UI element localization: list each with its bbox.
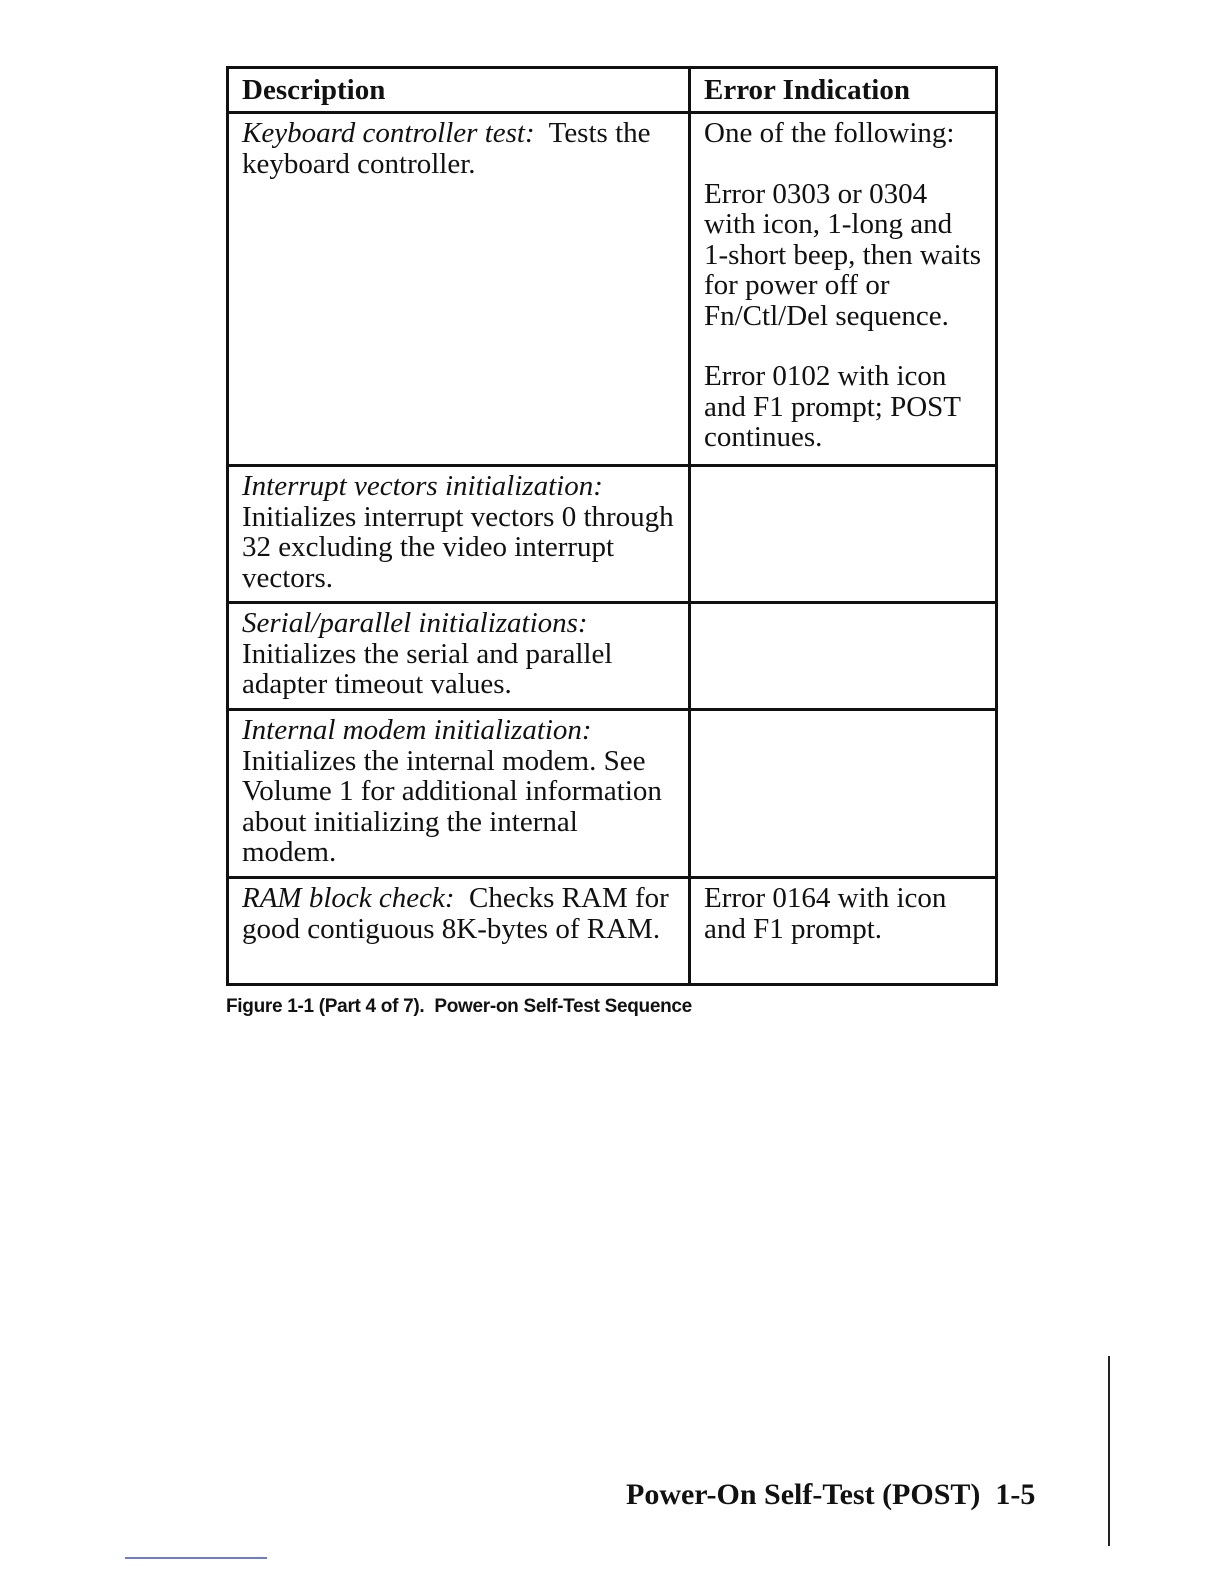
test-name: Internal modem initialization: (242, 714, 592, 746)
post-sequence-table (226, 66, 998, 986)
test-description: Initializes the internal modem. See Volume 1 for additional information about initializing the internal modem. (242, 744, 662, 868)
header-error-indication: Error Indication (690, 68, 997, 113)
scan-mark-line (125, 1557, 267, 1559)
error-indication-cell (690, 710, 997, 878)
table-row (228, 466, 997, 603)
margin-rule (1108, 1356, 1110, 1546)
description-cell (228, 710, 690, 878)
error-indication-cell (690, 603, 997, 710)
table-row (228, 113, 997, 466)
test-description: Tests the keyboard controller. (242, 117, 651, 180)
test-name: Serial/parallel initializations: (242, 607, 588, 639)
description-cell (228, 466, 690, 603)
figure-caption: Figure 1-1 (Part 4 of 7). Power-on Self-Test Sequence (226, 996, 692, 1017)
table-header-row (228, 68, 997, 113)
error-indication-cell (690, 466, 997, 603)
error-text: Error 0303 or 0304 with icon, 1-long and 1-short beep, then waits for power off or Fn/Ctl/Del sequence. (704, 177, 982, 332)
test-description: Initializes interrupt vectors 0 through 32 excluding the video interrupt vectors. (242, 500, 674, 594)
header-description: Description (228, 68, 690, 113)
error-indication-cell (690, 878, 997, 985)
error-text: Error 0102 with icon and F1 prompt; POST continues. (704, 360, 961, 453)
table-row (228, 710, 997, 878)
test-name: Keyboard controller test: (242, 117, 535, 149)
description-cell (228, 603, 690, 710)
test-description: Initializes the serial and parallel adapter timeout values. (242, 637, 613, 700)
description-cell (228, 878, 690, 985)
test-description: Checks RAM for good contiguous 8K-bytes of RAM. (242, 882, 669, 945)
test-name: Interrupt vectors initialization: (242, 470, 603, 502)
page-footer: Power-On Self-Test (POST) 1-5 (626, 1478, 1036, 1511)
table-row (228, 603, 997, 710)
table-row (228, 878, 997, 985)
test-name: RAM block check: (242, 882, 455, 914)
description-cell (228, 113, 690, 466)
error-indication-cell (690, 113, 997, 466)
error-text: One of the following: (704, 117, 955, 149)
error-text: Error 0164 with icon and F1 prompt. (704, 882, 947, 945)
